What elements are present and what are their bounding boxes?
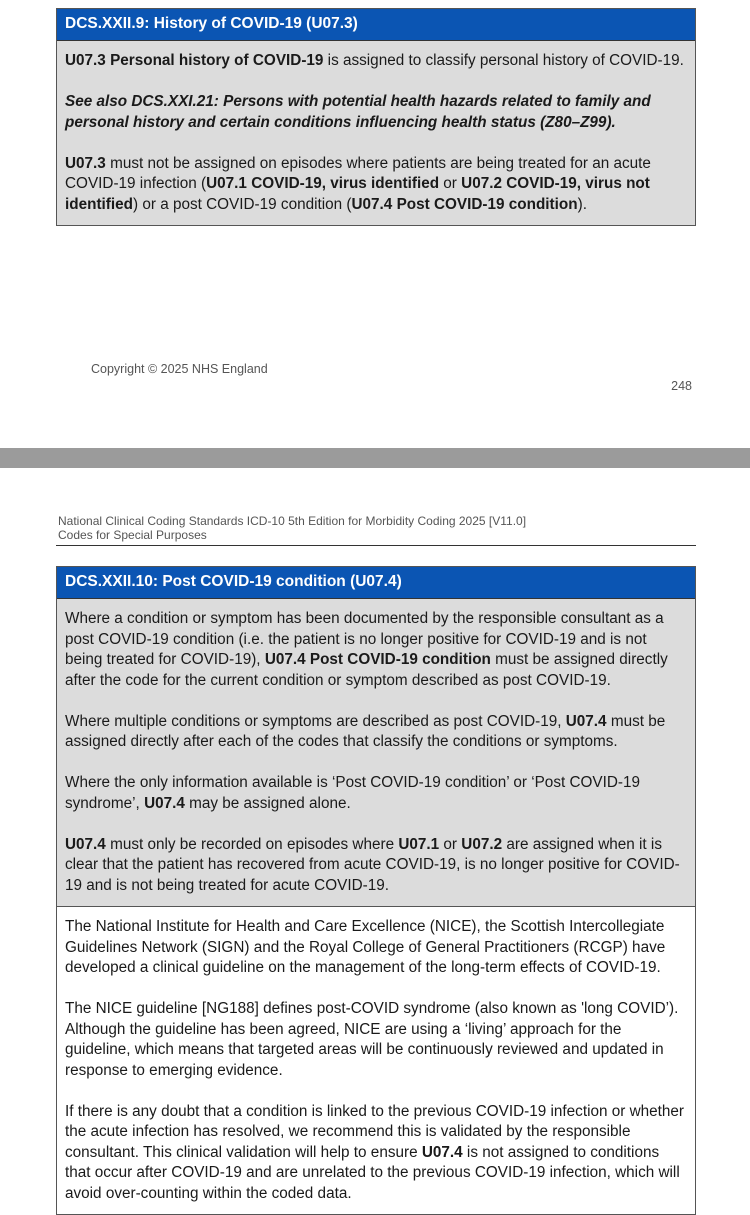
section-body <box>57 599 695 906</box>
see-also-paragraph: See also DCS.XXI.21: Persons with potential health hazards related to family and personal history and certain conditions influencing health status (Z80–Z99). <box>65 93 651 131</box>
note-paragraph: The NICE guideline [NG188] defines post-COVID syndrome (also known as 'long COVID’). Although the guideline has been agreed, NICE are using a ‘living’ approach for the guideline, which means that targeted areas will be continuously reviewed and updated in response to emerging evidence. <box>65 1000 679 1079</box>
section-title: DCS.XXII.9: History of COVID-19 (U07.3) <box>57 9 695 41</box>
header-rule <box>56 545 696 546</box>
paragraph: Where multiple conditions or symptoms are described as post COVID-19, U07.4 must be assigned directly after each of the codes that classify the conditions or symptoms. <box>65 712 666 750</box>
note-paragraph: The National Institute for Health and Care Excellence (NICE), the Scottish Intercollegiate Guidelines Network (SIGN) and the Royal College of General Practitioners (RCGP) have developed a clinical guideline on the management of the long-term effects of COVID-19. <box>65 918 666 976</box>
page-249 <box>0 468 750 1200</box>
history-of-covid-box <box>56 8 696 226</box>
paragraph: U07.3 Personal history of COVID-19 is assigned to classify personal history of COVID-19. <box>65 52 684 69</box>
section-body <box>57 41 695 225</box>
note-body <box>57 906 695 1214</box>
note-paragraph: If there is any doubt that a condition is linked to the previous COVID-19 infection or whether the acute infection has resolved, we recommend this is validated by the responsible consultant. This clinical validation will help to ensure U07.4 is not assigned to conditions that occur after COVID-19 and are unrelated to the previous COVID-19 infection, which will avoid over-counting within the coded data. <box>65 1102 685 1202</box>
page-number: 248 <box>671 379 692 393</box>
post-covid-condition-box <box>56 566 696 1215</box>
page-248 <box>0 0 750 448</box>
paragraph: Where a condition or symptom has been documented by the responsible consultant as a post COVID-19 condition (i.e. the patient is no longer positive for COVID-19 and is not being treated for COVID-19), U07.4 Post COVID-19 condition must be assigned directly after the code for the current condition or symptom described as post COVID-19. <box>65 610 668 689</box>
paragraph: U07.4 must only be recorded on episodes where U07.1 or U07.2 are assigned when it is clear that the patient has recovered from acute COVID-19, is no longer positive for COVID-19 and is not being treated for acute COVID-19. <box>65 835 680 894</box>
copyright-footer: Copyright © 2025 NHS England <box>91 362 268 376</box>
section-title: DCS.XXII.10: Post COVID-19 condition (U07.4) <box>57 567 695 599</box>
page-divider <box>0 448 750 468</box>
running-header: National Clinical Coding Standards ICD-10 5th Edition for Morbidity Coding 2025 [V11.0] Codes for Special Purposes <box>58 514 527 542</box>
paragraph: U07.3 must not be assigned on episodes where patients are being treated for an acute COVID-19 infection (U07.1 COVID-19, virus identified or U07.2 COVID-19, virus not identified) or a post COVID-19 condition (U07.4 Post COVID-19 condition). <box>65 154 651 213</box>
paragraph: Where the only information available is ‘Post COVID-19 condition’ or ‘Post COVID-19 syndrome’, U07.4 may be assigned alone. <box>65 774 641 812</box>
